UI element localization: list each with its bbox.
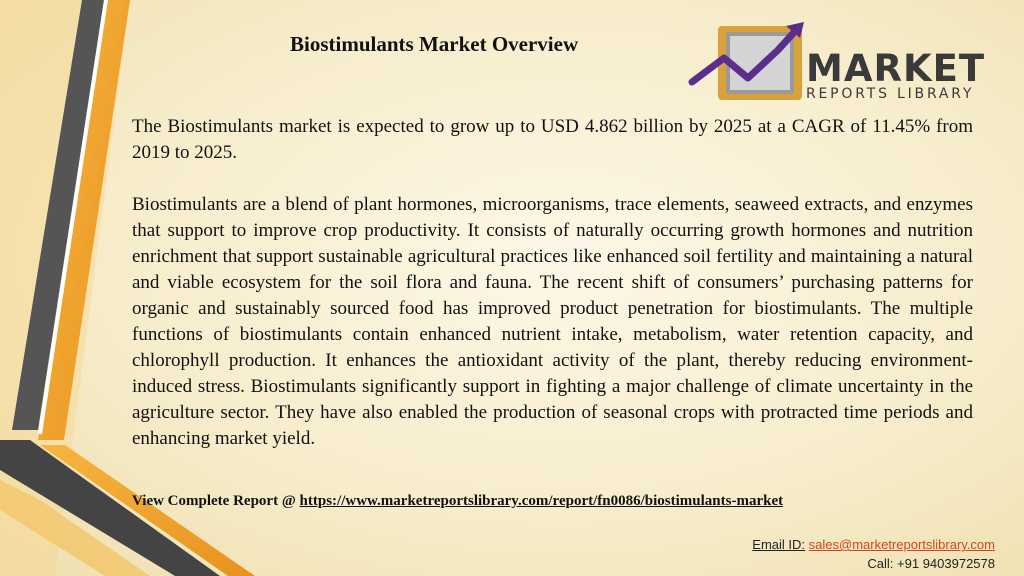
- logo-word-market: MARKET: [806, 47, 986, 90]
- page-title: Biostimulants Market Overview: [290, 32, 579, 56]
- intro-paragraph: The Biostimulants market is expected to grow up to USD 4.862 billion by 2025 at a CAGR of 11.45% from 2019 to 2025.: [132, 116, 973, 163]
- email-link[interactable]: sales@marketreportslibrary.com: [808, 537, 995, 552]
- logo-word-reports-library: REPORTS LIBRARY: [806, 86, 975, 102]
- call-line: Call: +91 9403972578: [867, 556, 995, 571]
- view-report-label: View Complete Report @: [132, 493, 300, 509]
- report-url-link[interactable]: https://www.marketreportslibrary.com/report/fn0086/biostimulants-market: [299, 493, 784, 509]
- description-paragraph: Biostimulants are a blend of plant hormones, microorganisms, trace elements, seaweed extracts, and enzymes that support to improve crop productivity. It consists of naturally occurring growth hormones and nutrition enrichment that support sustainable agricultural practices like enhanced soil fertility and maintaining a natural and viable ecosystem for the soil flora and fauna. The recent shift of consumers’ purchasing patterns for organic and sustainably sourced food has improved product penetration for biostimulants. The multiple functions of biostimulants contain enhanced nutrient intake, metabolism, water retention capacity, and chlorophyll production. It enhances the antioxidant activity of the plant, thereby reducing environment-induced stress. Biostimulants significantly support in fighting a major challenge of climate uncertainty in the agriculture sector. They have also enabled the production of seasonal crops with protracted time periods and enhancing market yield.: [132, 194, 973, 449]
- contact-info: [752, 535, 995, 573]
- email-line: [752, 535, 995, 554]
- view-report-line: [132, 493, 783, 510]
- email-label: Email ID:: [752, 537, 806, 552]
